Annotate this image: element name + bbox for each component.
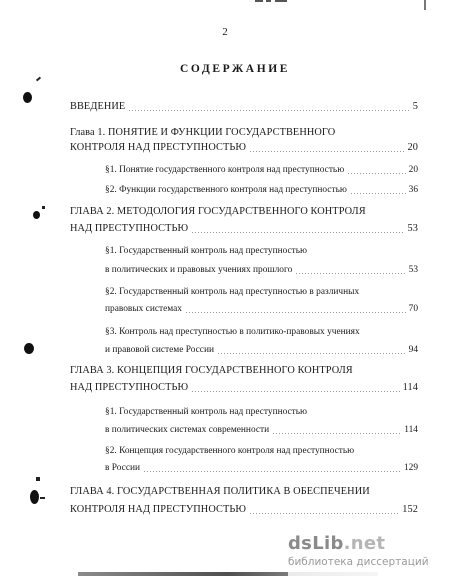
watermark (288, 530, 450, 581)
toc-dot-leader (350, 193, 406, 194)
page-title: СОДЕРЖАНИЕ (179, 63, 291, 75)
toc-entry-label: и правовой системе России (105, 345, 214, 355)
toc-page-number: 20 (407, 142, 418, 153)
scan-artifact (36, 77, 41, 82)
watermark-brand-main: dsLib (288, 533, 344, 554)
toc-chapter-entry (70, 141, 418, 155)
toc-entry-label: НАД ПРЕСТУПНОСТЬЮ (70, 382, 189, 393)
toc-dot-leader (249, 513, 399, 514)
watermark-brand-accent: .net (343, 533, 386, 554)
toc-section-entry (105, 285, 418, 299)
toc-entry-label: §2. Государственный контроль над преступностью в различных (105, 287, 360, 297)
binder-hole-mark (24, 343, 34, 354)
toc-page-number: 36 (408, 185, 418, 195)
toc-dot-leader (347, 173, 405, 174)
scan-artifact (36, 477, 40, 481)
toc-dot-leader (295, 273, 405, 274)
toc-section-entry (105, 163, 418, 177)
toc-chapter-entry (70, 381, 418, 395)
toc-entry-label: §1. Государственный контроль над преступностью (105, 407, 308, 417)
toc-entry-label: §1. Понятие государственного контроля над преступностью (105, 165, 345, 175)
toc-entry-label: ГЛАВА 3. КОНЦЕПЦИЯ ГОСУДАРСТВЕННОГО КОНТРОЛЯ (70, 365, 353, 376)
toc-page-number: 114 (402, 382, 418, 393)
toc-section-entry (105, 444, 418, 458)
toc-dot-leader (217, 353, 406, 354)
toc-chapter-entry (70, 485, 418, 499)
toc-chapter-entry (70, 205, 418, 219)
toc-entry-label: в политических и правовых учениях прошлого (105, 265, 293, 275)
toc-page-number: 5 (412, 101, 418, 112)
toc-entry-label: ГЛАВА 4. ГОСУДАРСТВЕННАЯ ПОЛИТИКА В ОБЕСПЕЧЕНИИ (70, 486, 370, 497)
toc-entry-label: §1. Государственный контроль над преступностью (105, 246, 308, 256)
toc-section-entry (105, 244, 418, 258)
toc-dot-leader (143, 471, 401, 472)
page-number: 2 (222, 26, 228, 38)
binder-hole-mark (33, 211, 40, 219)
toc-section-entry (105, 423, 418, 437)
toc-page-number: 94 (408, 345, 418, 355)
scan-artifact (42, 206, 45, 209)
toc-entry-label: ГЛАВА 2. МЕТОДОЛОГИЯ ГОСУДАРСТВЕННОГО КОНТРОЛЯ (70, 206, 366, 217)
toc-dot-leader (128, 110, 409, 111)
toc-page-number: 20 (408, 165, 418, 175)
toc-section-entry (105, 183, 418, 197)
scan-edge-mark (424, 0, 426, 10)
toc-section-entry (105, 302, 418, 316)
toc-section-entry (105, 343, 418, 357)
toc-entry-label: в политических системах современности (105, 425, 270, 435)
toc-dot-leader (185, 312, 406, 313)
toc-entry-label: правовых системах (105, 304, 182, 314)
toc-dot-leader (191, 232, 404, 233)
toc-section-entry (105, 325, 418, 339)
scan-top-marks (255, 0, 295, 3)
toc-section-entry (105, 461, 418, 475)
toc-page-number: 53 (408, 265, 418, 275)
toc-chapter-entry (70, 503, 418, 517)
toc-section-entry (105, 263, 418, 277)
binder-hole-mark (30, 490, 39, 504)
toc-page-number: 114 (404, 425, 418, 435)
toc-entry-label: §2. Концепция государственного контроля над преступностью (105, 446, 355, 456)
toc-chapter-entry (70, 222, 418, 236)
toc-dot-leader (191, 391, 399, 392)
toc-entry-label: §2. Функции государственного контроля над преступностью (105, 185, 347, 195)
watermark-subtitle: библиотека диссертаций (288, 556, 429, 568)
toc-entry-label: в России (105, 463, 141, 473)
toc-page-number: 129 (403, 463, 418, 473)
toc-page-number: 70 (408, 304, 418, 314)
toc-chapter-entry (70, 100, 418, 114)
toc-entry-label: КОНТРОЛЯ НАД ПРЕСТУПНОСТЬЮ (70, 142, 247, 153)
toc-chapter-entry (70, 364, 418, 378)
toc-section-entry (105, 405, 418, 419)
toc-entry-label: §3. Контроль над преступностью в политико-правовых учениях (105, 327, 360, 337)
toc-dot-leader (249, 151, 404, 152)
toc-entry-label: Глава 1. ПОНЯТИЕ И ФУНКЦИИ ГОСУДАРСТВЕННОГО (70, 127, 336, 138)
toc-entry-label: ВВЕДЕНИЕ (70, 101, 126, 112)
binder-hole-mark (23, 92, 32, 103)
toc-page-number: 152 (402, 504, 418, 515)
scan-artifact (40, 497, 45, 499)
toc-chapter-entry (70, 126, 418, 140)
watermark-logo (288, 533, 385, 554)
toc-entry-label: КОНТРОЛЯ НАД ПРЕСТУПНОСТЬЮ (70, 504, 247, 515)
toc-entry-label: НАД ПРЕСТУПНОСТЬЮ (70, 223, 189, 234)
toc-dot-leader (272, 433, 401, 434)
toc-page-number: 53 (407, 223, 418, 234)
